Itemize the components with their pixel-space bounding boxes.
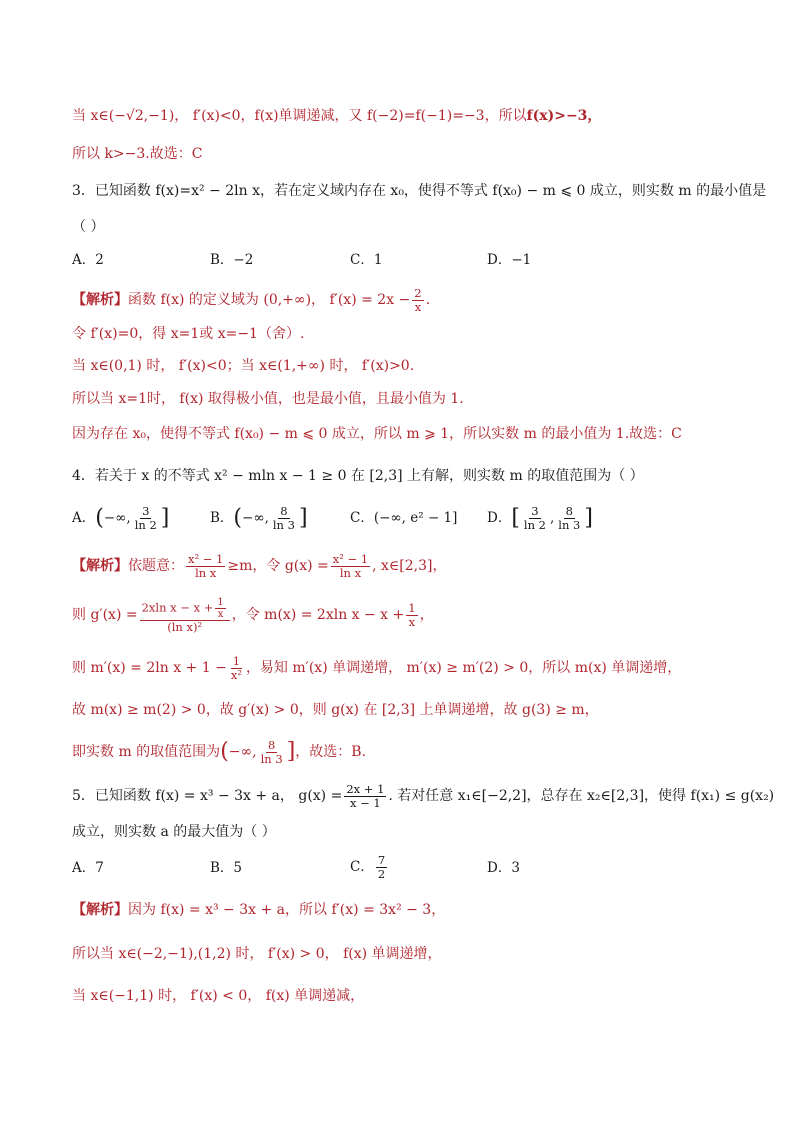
q4-s3-b: ，易知 m′(x) 单调递增， m′(x) ≥ m′(2) > 0，所以 m(x) 单调递增，: [245, 660, 682, 676]
q5-solution-tag: 【解析】: [72, 902, 128, 918]
q5-option-b: B．5: [210, 860, 243, 876]
q4-s1-fraction-2: [331, 553, 370, 580]
q4-s3-fraction: [229, 655, 244, 682]
q4-option-b-den: ln 3: [272, 518, 295, 532]
q4-solution-line-2: [72, 592, 734, 638]
q4-solution-line-1: [72, 548, 734, 584]
q5-option-c-label: C．: [350, 859, 374, 875]
q4-option-c: [350, 500, 457, 536]
q3-option-c: C．1: [350, 252, 383, 268]
q4-option-b: B．(−∞, $\frac{8}{\ln 3}$ ]: [210, 504, 308, 532]
q4-option-c-value: (−∞, e² − 1]: [373, 510, 458, 526]
q4-s2-a: 则 g′(x) =: [72, 607, 138, 623]
q5-stem-a: 5．已知函数 f(x) = x³ − 3x + a， g(x) =: [72, 788, 343, 804]
q4-s3-num: 1: [232, 653, 241, 668]
q4-s1-num-1: x² − 1: [188, 551, 224, 566]
q4-s2-den: (ln x)²: [167, 619, 203, 634]
q5-stem-line-1: [72, 780, 775, 812]
prev-solution-text: 当 x∈(−√2,−1)， f′(x)<0，f(x)单调递减，又 f(−2)=f(−1)=−3，所以: [72, 108, 527, 124]
q4-s5-den: ln 3: [260, 751, 283, 766]
q4-option-a-fraction: [133, 505, 159, 532]
q5-option-c-den: 2: [377, 867, 386, 881]
q4-option-b-label: B．: [210, 510, 234, 526]
q4-s2-c: ，: [419, 607, 434, 623]
q4-s1-c: , x∈[2,3]，: [372, 558, 447, 574]
q4-option-a-label: A．: [72, 510, 96, 526]
q3-derivative-text: 函数 f(x) 的定义域为 (0,+∞)， f′(x) = 2x −: [128, 292, 411, 308]
q5-solution-line-2: 所以当 x∈(−2,−1),(1,2) 时， f′(x) > 0， f(x) 单调递增，: [72, 946, 442, 962]
q4-solution-tag: 【解析】: [72, 558, 128, 574]
q4-s3-den: x²: [230, 667, 242, 682]
q4-solution-line-3: [72, 651, 734, 685]
q3-fraction: [412, 287, 423, 314]
q5-s1-text: 因为 f(x) = x³ − 3x + a，所以 f′(x) = 3x² − 3，: [128, 902, 446, 918]
q3-solution-line-2: 令 f′(x)=0，得 x=1或 x=−1（舍）.: [72, 326, 305, 342]
q4-option-d-num-1: 3: [531, 504, 539, 518]
q4-s2-inner-den: x: [217, 608, 224, 620]
q5-option-c: [350, 850, 389, 884]
q5-option-c-num: 7: [377, 853, 386, 867]
q4-solution-line-4: 故 m(x) ≥ m(2) > 0，故 g′(x) > 0，则 g(x) 在 [2,3] 上单调递增，故 g(3) ≥ m，: [72, 702, 599, 718]
q4-s2-inner-num: 1: [217, 596, 224, 608]
q4-s3-a: 则 m′(x) = 2ln x + 1 −: [72, 660, 227, 676]
q4-option-b-fraction: [271, 505, 297, 532]
q4-s2-den-2: x: [408, 614, 416, 629]
q4-s2-num-text: 2xln x − x +: [141, 600, 214, 614]
q5-stem-b: . 若对任意 x₁∈[−2,2]，总存在 x₂∈[2,3]，使得 f(x₁) ≤ g(x₂): [388, 788, 775, 804]
q3-option-a: A．2: [72, 252, 104, 268]
q3-fraction-den: x: [414, 299, 422, 314]
q3-stem: 3．已知函数 f(x)=x² − 2ln x，若在定义域内存在 x₀，使得不等式 f(x₀) − m ⩽ 0 成立，则实数 m 的最小值是: [72, 183, 767, 199]
q5-solution-line-1: [72, 900, 734, 920]
prev-solution-line-1: [72, 106, 734, 126]
q4-s5-neg-inf: −∞,: [228, 744, 257, 760]
q3-paren: （ ）: [72, 219, 105, 235]
q3-option-d: D．−1: [487, 252, 532, 268]
q4-option-d-num-2: 8: [565, 504, 573, 518]
q4-option-b-neg-inf: −∞,: [242, 510, 269, 526]
q4-option-d-den-2: ln 3: [558, 518, 581, 532]
q4-stem: 4．若关于 x 的不等式 x² − mln x − 1 ≥ 0 在 [2,3] 上有解，则实数 m 的取值范围为（ ）: [72, 468, 644, 484]
q4-option-a-neg-inf: −∞,: [103, 510, 131, 526]
q5-stem-line-2: 成立，则实数 a 的最大值为（ ）: [72, 824, 276, 840]
q4-s5-fraction: [259, 739, 285, 766]
prev-solution-line-2: 所以 k>−3.故选：C: [72, 146, 203, 162]
q4-option-a: A．(−∞, $\frac{3}{\ln 2}$ ]: [72, 504, 170, 532]
q4-s1-num-2: x² − 1: [332, 551, 369, 566]
q4-option-b-num: 8: [280, 504, 288, 518]
q4-option-a-den: ln 2: [134, 518, 157, 532]
q4-option-d-label: D．: [487, 510, 512, 526]
prev-solution-conclusion: f(x)>−3，: [526, 108, 602, 124]
q4-option-d-fraction-2: [556, 505, 582, 532]
q4-s2-b: ，令 m(x) = 2xln x − x +: [231, 607, 405, 623]
q4-option-d: D．[ $\frac{3}{\ln 2}$ , $\frac{8}{\ln 3}$ ]: [487, 504, 593, 532]
q4-s5-a: 即实数 m 的取值范围为: [72, 744, 221, 760]
q4-solution-line-5: 即实数 m 的取值范围为(−∞, $\frac{8}{\ln 3}$ ]，故选：B.: [72, 737, 367, 766]
q4-s1-b: ≥m，令 g(x) =: [227, 558, 329, 574]
q5-g-fraction: [344, 783, 386, 810]
q4-option-a-num: 3: [142, 504, 150, 518]
q4-s1-fraction-1: [186, 553, 225, 580]
q4-s1-den-1: ln x: [195, 565, 217, 580]
q5-solution-line-3: 当 x∈(−1,1) 时， f′(x) < 0， f(x) 单调递减，: [72, 988, 365, 1004]
q4-option-c-label: C．: [350, 510, 374, 526]
q5-g-num: 2x + 1: [346, 781, 385, 796]
q5-option-c-fraction: [376, 854, 387, 881]
q4-option-d-fraction-1: [522, 505, 548, 532]
q4-s1-a: 依题意：: [128, 558, 184, 574]
q3-solution-line-1: 【解析】函数 f(x) 的定义域为 (0,+∞)， f′(x) = 2x − $\frac{2}{x}$ .: [72, 285, 431, 314]
q3-fraction-num: 2: [414, 285, 422, 300]
q4-s1-den-2: ln x: [339, 565, 362, 580]
q3-option-b: B．−2: [210, 252, 254, 268]
q5-g-den: x − 1: [349, 795, 381, 810]
q5-option-d: D．3: [487, 860, 520, 876]
q3-solution-tag: 【解析】: [72, 292, 128, 308]
q4-s2-fraction-2: [406, 602, 417, 629]
q4-s2-num: [140, 597, 230, 621]
q4-s5-b: ，故选：B.: [295, 744, 367, 760]
q3-solution-line-3: 当 x∈(0,1) 时， f′(x)<0；当 x∈(1,+∞) 时， f′(x)>0.: [72, 358, 415, 374]
q3-solution-line-4: 所以当 x=1时， f(x) 取得极小值，也是最小值，且最小值为 1.: [72, 391, 464, 407]
q4-s2-inner-fraction: [215, 597, 225, 620]
q4-option-d-den-1: ln 2: [523, 518, 546, 532]
q4-s5-num: 8: [267, 737, 276, 752]
q3-solution-line-5: 因为存在 x₀，使得不等式 f(x₀) − m ⩽ 0 成立，所以 m ⩾ 1，所以实数 m 的最小值为 1.故选：C: [72, 426, 682, 442]
q4-s2-num-2: 1: [408, 600, 416, 615]
q4-s2-fraction: [140, 597, 230, 634]
q5-option-a: A．7: [72, 860, 104, 876]
